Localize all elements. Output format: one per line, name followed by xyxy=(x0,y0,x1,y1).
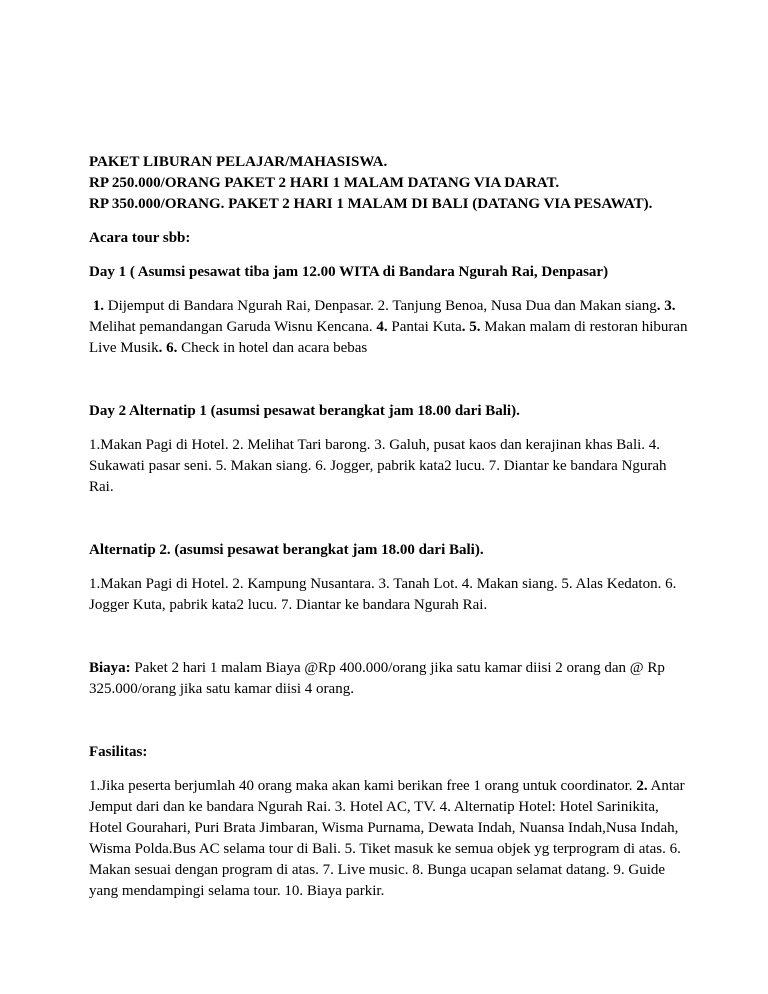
fasilitas-body: 1.Jika peserta berjumlah 40 orang maka akan kami berikan free 1 orang untuk coordinator. 2. Antar Jemput dari dan ke bandara Ngurah Rai. 3. Hotel AC, TV. 4. Alternatip Hotel: Hotel Sarinikita, Hotel Gourahari, Puri Brata Jimbaran, Wisma Purnama, Dewata Indah, Nuansa Indah,Nusa Indah, Wisma Polda.Bus AC selama tour di Bali. 5. Tiket masuk ke semua objek yg terprogram di atas. 6. Makan sesuai dengan program di atas. 7. Live music. 8. Bunga ucapan selamat datang. 9. Guide yang mendampingi selama tour. 10. Biaya parkir. xyxy=(89,778,685,899)
day2-alt1-title: Day 2 Alternatip 1 (asumsi pesawat berangkat jam 18.00 dari Bali). xyxy=(89,403,520,419)
document-content xyxy=(89,152,689,902)
acara-heading: Acara tour sbb: xyxy=(89,230,191,246)
header-line-1: PAKET LIBURAN PELAJAR/MAHASISWA. xyxy=(89,154,388,170)
biaya-label: Biaya: xyxy=(89,660,131,676)
day2-alt1-body: 1.Makan Pagi di Hotel. 2. Melihat Tari barong. 3. Galuh, pusat kaos dan kerajinan khas Bali. 4. Sukawati pasar seni. 5. Makan siang. 6. Jogger, pabrik kata2 lucu. 7. Diantar ke bandara Ngurah Rai. xyxy=(89,437,667,495)
header-line-3: RP 350.000/ORANG. PAKET 2 HARI 1 MALAM DI BALI (DATANG VIA PESAWAT). xyxy=(89,196,653,212)
day2-alt2-title: Alternatip 2. (asumsi pesawat berangkat jam 18.00 dari Bali). xyxy=(89,542,484,558)
fasilitas-heading: Fasilitas: xyxy=(89,744,148,760)
header-line-2: RP 250.000/ORANG PAKET 2 HARI 1 MALAM DATANG VIA DARAT. xyxy=(89,175,560,191)
biaya-paragraph: Biaya: Paket 2 hari 1 malam Biaya @Rp 400.000/orang jika satu kamar diisi 2 orang dan @ Rp 325.000/orang jika satu kamar diisi 4 orang. xyxy=(89,660,665,697)
day1-body: 1. Dijemput di Bandara Ngurah Rai, Denpasar. 2. Tanjung Benoa, Nusa Dua dan Makan siang. 3. Melihat pemandangan Garuda Wisnu Kencana. 4. Pantai Kuta. 5. Makan malam di restoran hiburan Live Musik. 6. Check in hotel dan acara bebas xyxy=(89,298,688,356)
day2-alt2-body: 1.Makan Pagi di Hotel. 2. Kampung Nusantara. 3. Tanah Lot. 4. Makan siang. 5. Alas Kedaton. 6. Jogger Kuta, pabrik kata2 lucu. 7. Diantar ke bandara Ngurah Rai. xyxy=(89,576,677,613)
day1-title: Day 1 ( Asumsi pesawat tiba jam 12.00 WITA di Bandara Ngurah Rai, Denpasar) xyxy=(89,264,609,280)
